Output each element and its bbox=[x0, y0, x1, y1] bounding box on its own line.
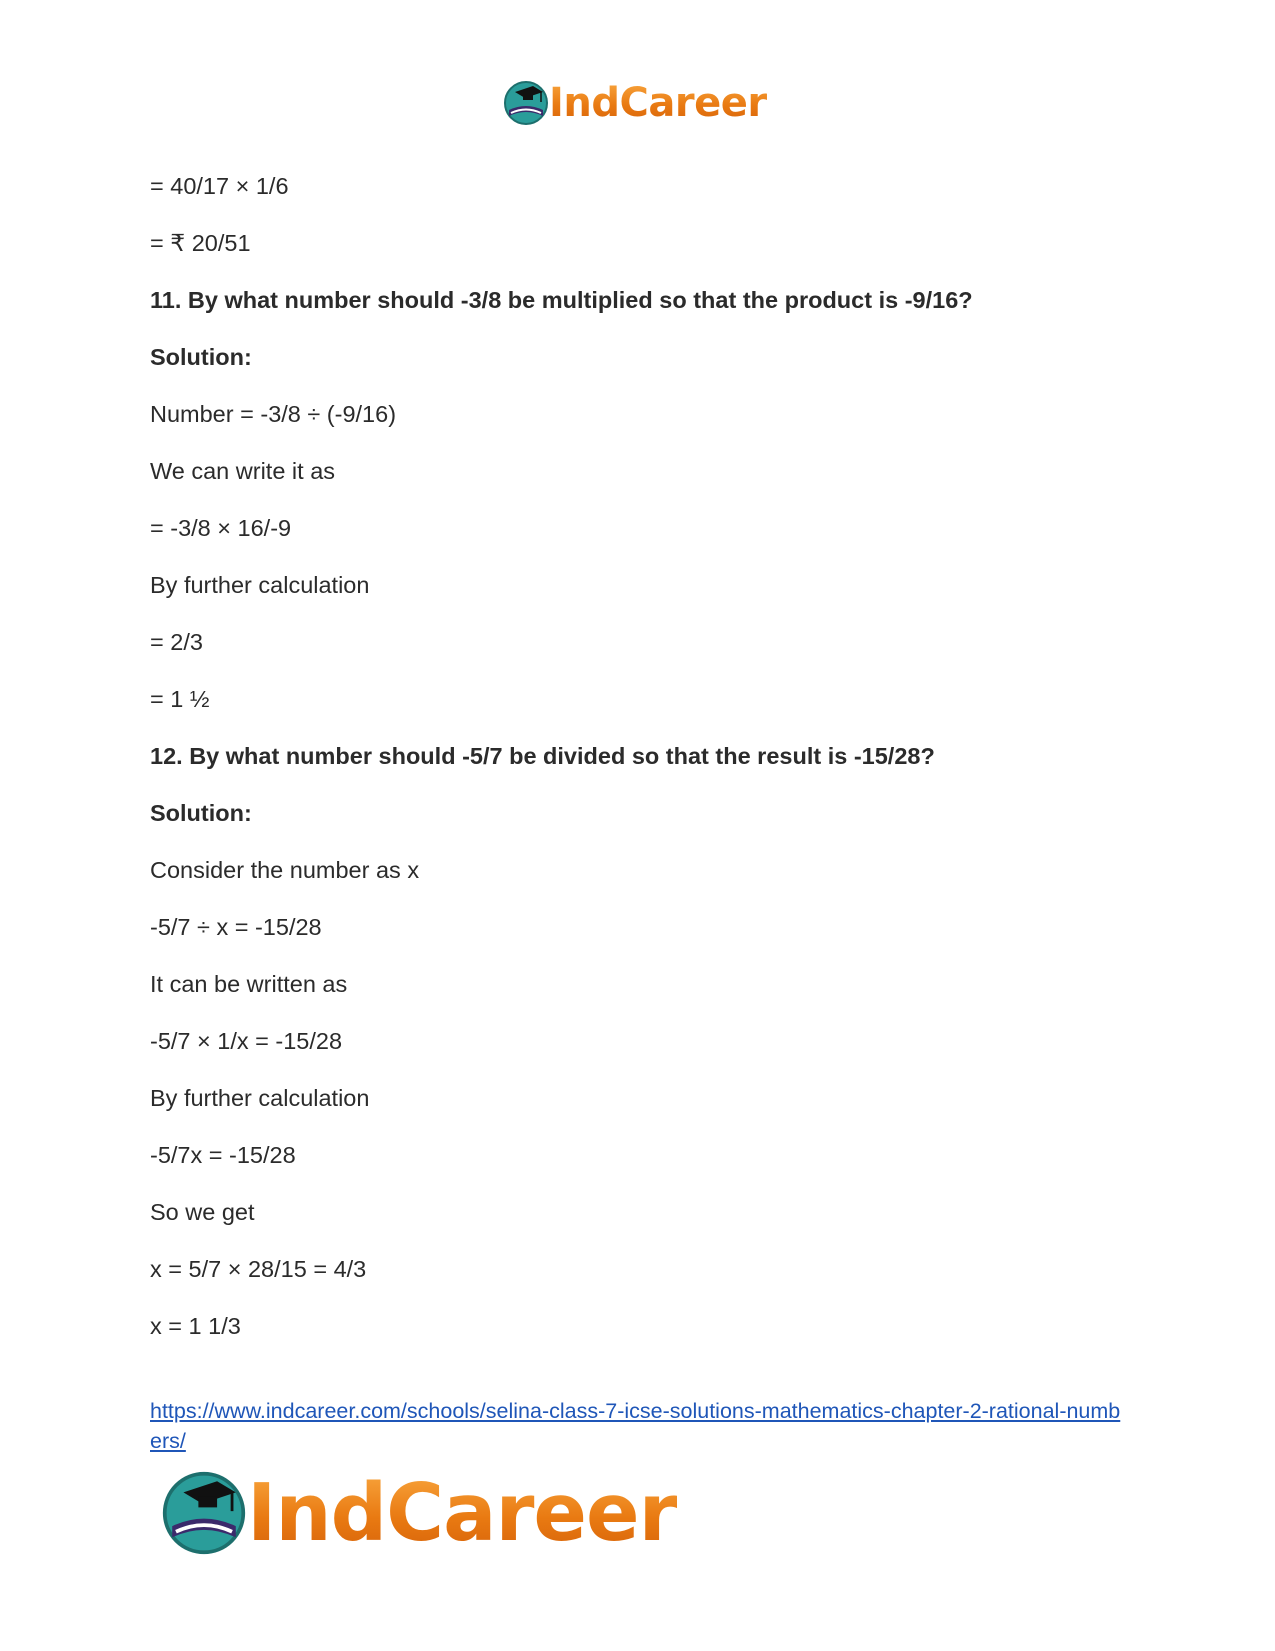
solution-line: So we get bbox=[150, 1199, 255, 1225]
source-link[interactable]: https://www.indcareer.com/schools/selina-class-7-icse-solutions-mathematics-chapter-2-rational-numbers/ bbox=[150, 1399, 1121, 1453]
equation-line: = 40/17 × 1/6 bbox=[150, 173, 289, 199]
solution-line: Consider the number as x bbox=[150, 857, 420, 883]
question-12-heading: 12. By what number should -5/7 be divided so that the result is -15/28? bbox=[150, 743, 935, 769]
solution-line: x = 1 1/3 bbox=[150, 1313, 241, 1339]
solution-line: By further calculation bbox=[150, 572, 370, 598]
logo-globe-icon bbox=[161, 1470, 247, 1556]
solution-line: = 2/3 bbox=[150, 629, 203, 655]
solution-line: It can be written as bbox=[150, 971, 348, 997]
footer-logo-text: IndCareer bbox=[247, 1466, 677, 1559]
solution-line: x = 5/7 × 28/15 = 4/3 bbox=[150, 1256, 367, 1282]
solution-line: Number = -3/8 ÷ (-9/16) bbox=[150, 401, 397, 427]
logo-globe-icon bbox=[503, 80, 549, 126]
solution-line: By further calculation bbox=[150, 1085, 370, 1111]
solution-line: -5/7 × 1/x = -15/28 bbox=[150, 1028, 343, 1054]
solution-line: = 1 ½ bbox=[150, 686, 210, 712]
solution-label: Solution: bbox=[150, 344, 252, 370]
solution-label: Solution: bbox=[150, 800, 252, 826]
header-logo-text: IndCareer bbox=[549, 80, 767, 126]
solution-line: -5/7 ÷ x = -15/28 bbox=[150, 914, 322, 940]
question-11-heading: 11. By what number should -3/8 be multiplied so that the product is -9/16? bbox=[150, 287, 973, 313]
solution-line: = -3/8 × 16/-9 bbox=[150, 515, 292, 541]
solution-line: We can write it as bbox=[150, 458, 336, 484]
solution-line: -5/7x = -15/28 bbox=[150, 1142, 296, 1168]
equation-line: = ₹ 20/51 bbox=[150, 230, 251, 256]
footer-logo bbox=[161, 1466, 677, 1559]
header-logo bbox=[503, 80, 767, 126]
